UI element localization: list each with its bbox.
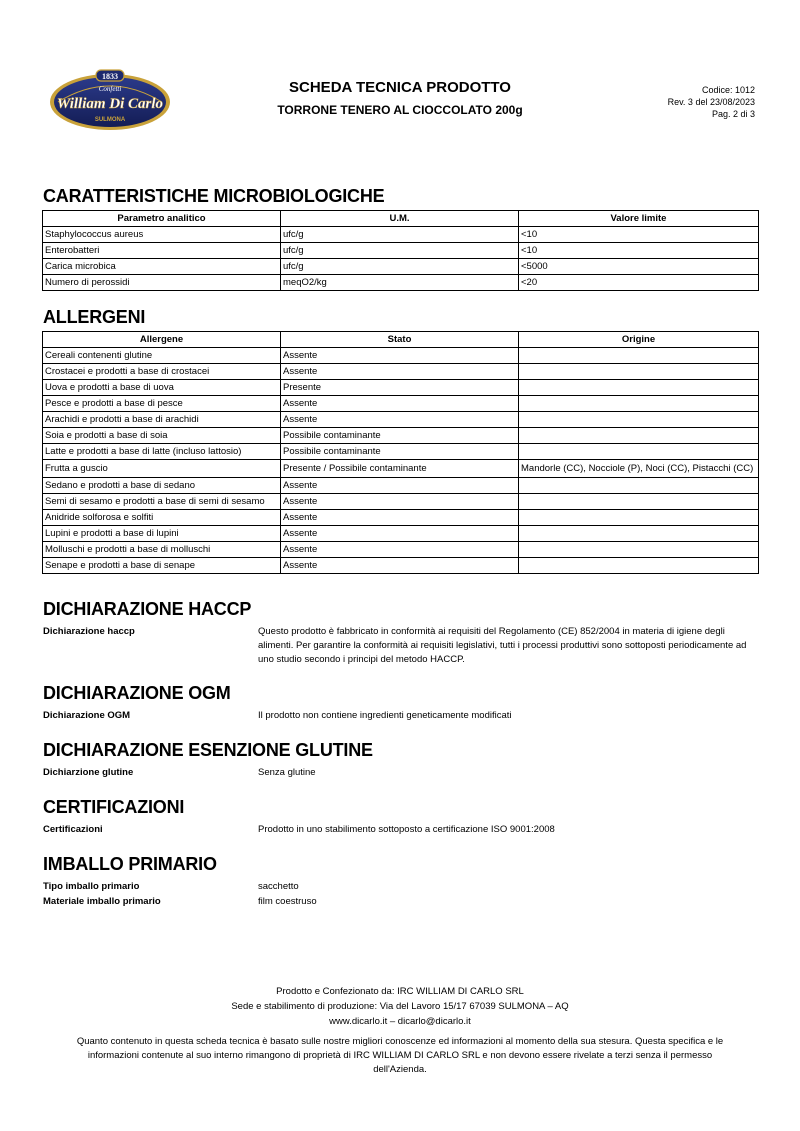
status-cell: Assente	[281, 510, 519, 526]
status-cell: Presente	[281, 380, 519, 396]
packaging-section-title: IMBALLO PRIMARIO	[43, 854, 217, 874]
table-row	[43, 412, 759, 428]
parameter-cell: Staphylococcus aureus	[43, 227, 281, 243]
ogm-value: Il prodotto non contiene ingredienti geneticamente modificati	[258, 710, 512, 721]
origin-cell	[519, 396, 759, 412]
table-header-row	[43, 211, 759, 227]
allergen-cell: Soia e prodotti a base di soia	[43, 428, 281, 444]
status-cell: Assente	[281, 412, 519, 428]
product-name: TORRONE TENERO AL CIOCCOLATO 200g	[277, 103, 523, 117]
packaging-material-value: film coestruso	[258, 896, 317, 907]
origin-cell	[519, 478, 759, 494]
origin-cell	[519, 444, 759, 460]
allergen-cell: Anidride solforosa e solfiti	[43, 510, 281, 526]
column-header: Parametro analitico	[43, 211, 281, 227]
unit-cell: ufc/g	[281, 243, 519, 259]
origin-cell	[519, 542, 759, 558]
origin-cell	[519, 380, 759, 396]
column-header: U.M.	[281, 211, 519, 227]
ogm-section-title: DICHIARAZIONE OGM	[43, 683, 231, 703]
unit-cell: meqO2/kg	[281, 275, 519, 291]
column-header: Origine	[519, 332, 759, 348]
unit-cell: ufc/g	[281, 259, 519, 275]
micro-section-title: CARATTERISTICHE MICROBIOLOGICHE	[43, 186, 385, 206]
ogm-label: Dichiarazione OGM	[43, 710, 131, 721]
table-row	[43, 494, 759, 510]
origin-cell	[519, 526, 759, 542]
origin-cell	[519, 348, 759, 364]
status-cell: Assente	[281, 478, 519, 494]
micro-table	[42, 210, 759, 291]
allergen-cell: Semi di sesamo e prodotti a base di semi di sesamo	[43, 494, 281, 510]
table-row	[43, 275, 759, 291]
allergen-cell: Latte e prodotti a base di latte (incluso lattosio)	[43, 444, 281, 460]
haccp-section-title: DICHIARAZIONE HACCP	[43, 599, 252, 619]
logo-city: SULMONA	[94, 117, 126, 123]
haccp-label: Dichiarazione haccp	[43, 626, 135, 637]
column-header: Valore limite	[519, 211, 759, 227]
column-header: Allergene	[43, 332, 281, 348]
allergen-cell: Senape e prodotti a base di senape	[43, 558, 281, 574]
status-cell: Possibile contaminante	[281, 428, 519, 444]
origin-cell: Mandorle (CC), Nocciole (P), Noci (CC), Pistacchi (CC)	[519, 460, 759, 478]
cert-section-title: CERTIFICAZIONI	[43, 797, 185, 817]
table-row	[43, 428, 759, 444]
table-row	[43, 460, 759, 478]
table-row	[43, 542, 759, 558]
cert-value: Prodotto in uno stabilimento sottoposto a certificazione ISO 9001:2008	[258, 824, 555, 835]
status-cell: Assente	[281, 558, 519, 574]
footer-disclaimer: Quanto contenuto in questa scheda tecnica è basato sulle nostre migliori conoscenze ed informazioni al momento della sua stesura. Questa specifica e le informazioni contenute al suo interno rimangono di proprietà di IRC WILLIAM DI CARLO SRL e non devono essere rivelate a terzi senza il permesso dell'Azienda.	[76, 1036, 724, 1075]
origin-cell	[519, 494, 759, 510]
table-row	[43, 526, 759, 542]
footer-contacts: www.dicarlo.it – dicarlo@dicarlo.it	[329, 1016, 471, 1027]
origin-cell	[519, 510, 759, 526]
footer-address: Sede e stabilimento di produzione: Via del Lavoro 15/17 67039 SULMONA – AQ	[231, 1001, 569, 1012]
table-row	[43, 444, 759, 460]
packaging-type-label: Tipo imballo primario	[43, 881, 140, 892]
allergen-cell: Lupini e prodotti a base di lupini	[43, 526, 281, 542]
status-cell: Assente	[281, 348, 519, 364]
status-cell: Assente	[281, 364, 519, 380]
cert-label: Certificazioni	[43, 824, 103, 835]
table-row	[43, 478, 759, 494]
gluten-section-title: DICHIARAZIONE ESENZIONE GLUTINE	[43, 740, 373, 760]
table-row	[43, 259, 759, 275]
packaging-material-label: Materiale imballo primario	[43, 896, 161, 907]
table-row	[43, 396, 759, 412]
status-cell: Assente	[281, 542, 519, 558]
allergen-cell: Molluschi e prodotti a base di molluschi	[43, 542, 281, 558]
table-row	[43, 510, 759, 526]
unit-cell: ufc/g	[281, 227, 519, 243]
status-cell: Possibile contaminante	[281, 444, 519, 460]
table-header-row	[43, 332, 759, 348]
logo-name: William Di Carlo	[56, 96, 164, 112]
status-cell: Assente	[281, 494, 519, 510]
packaging-type-value: sacchetto	[258, 881, 299, 892]
allergen-cell: Uova e prodotti a base di uova	[43, 380, 281, 396]
origin-cell	[519, 412, 759, 428]
parameter-cell: Numero di perossidi	[43, 275, 281, 291]
document-title: SCHEDA TECNICA PRODOTTO	[289, 79, 511, 96]
footer-producer: Prodotto e Confezionato da: IRC WILLIAM DI CARLO SRL	[276, 986, 524, 997]
table-row	[43, 348, 759, 364]
allergen-cell: Crostacei e prodotti a base di crostacei	[43, 364, 281, 380]
parameter-cell: Carica microbica	[43, 259, 281, 275]
allergen-cell: Pesce e prodotti a base di pesce	[43, 396, 281, 412]
limit-cell: <5000	[519, 259, 759, 275]
allergen-cell: Cereali contenenti glutine	[43, 348, 281, 364]
origin-cell	[519, 428, 759, 444]
logo-confetti: Confetti	[98, 85, 122, 93]
document-meta	[668, 84, 755, 120]
document-page: Pag. 2 di 3	[711, 109, 755, 119]
document-revision: Rev. 3 del 23/08/2023	[667, 97, 755, 107]
company-logo	[48, 66, 172, 132]
table-row	[43, 227, 759, 243]
allergens-table	[42, 331, 759, 574]
status-cell: Assente	[281, 526, 519, 542]
allergen-cell: Arachidi e prodotti a base di arachidi	[43, 412, 281, 428]
haccp-value: Questo prodotto è fabbricato in conformità ai requisiti del Regolamento (CE) 852/2004 in materia di igiene degli alimenti. Per garantire la conformità ai requisiti legislativi, tutti i processi produttivi sono sottoposti periodicamente ad uno studio secondo i principi del metodo HACCP.	[258, 626, 747, 665]
origin-cell	[519, 364, 759, 380]
gluten-value: Senza glutine	[258, 767, 316, 778]
document-code: Codice: 1012	[701, 85, 755, 95]
table-row	[43, 558, 759, 574]
table-row	[43, 380, 759, 396]
column-header: Stato	[281, 332, 519, 348]
allergen-cell: Frutta a guscio	[43, 460, 281, 478]
origin-cell	[519, 558, 759, 574]
allergen-cell: Sedano e prodotti a base di sedano	[43, 478, 281, 494]
table-row	[43, 364, 759, 380]
table-row	[43, 243, 759, 259]
status-cell: Assente	[281, 396, 519, 412]
status-cell: Presente / Possibile contaminante	[281, 460, 519, 478]
limit-cell: <10	[519, 243, 759, 259]
limit-cell: <20	[519, 275, 759, 291]
limit-cell: <10	[519, 227, 759, 243]
logo-year: 1833	[102, 72, 118, 81]
parameter-cell: Enterobatteri	[43, 243, 281, 259]
gluten-label: Dichiarzione glutine	[43, 767, 134, 778]
allergens-section-title: ALLERGENI	[43, 307, 146, 327]
